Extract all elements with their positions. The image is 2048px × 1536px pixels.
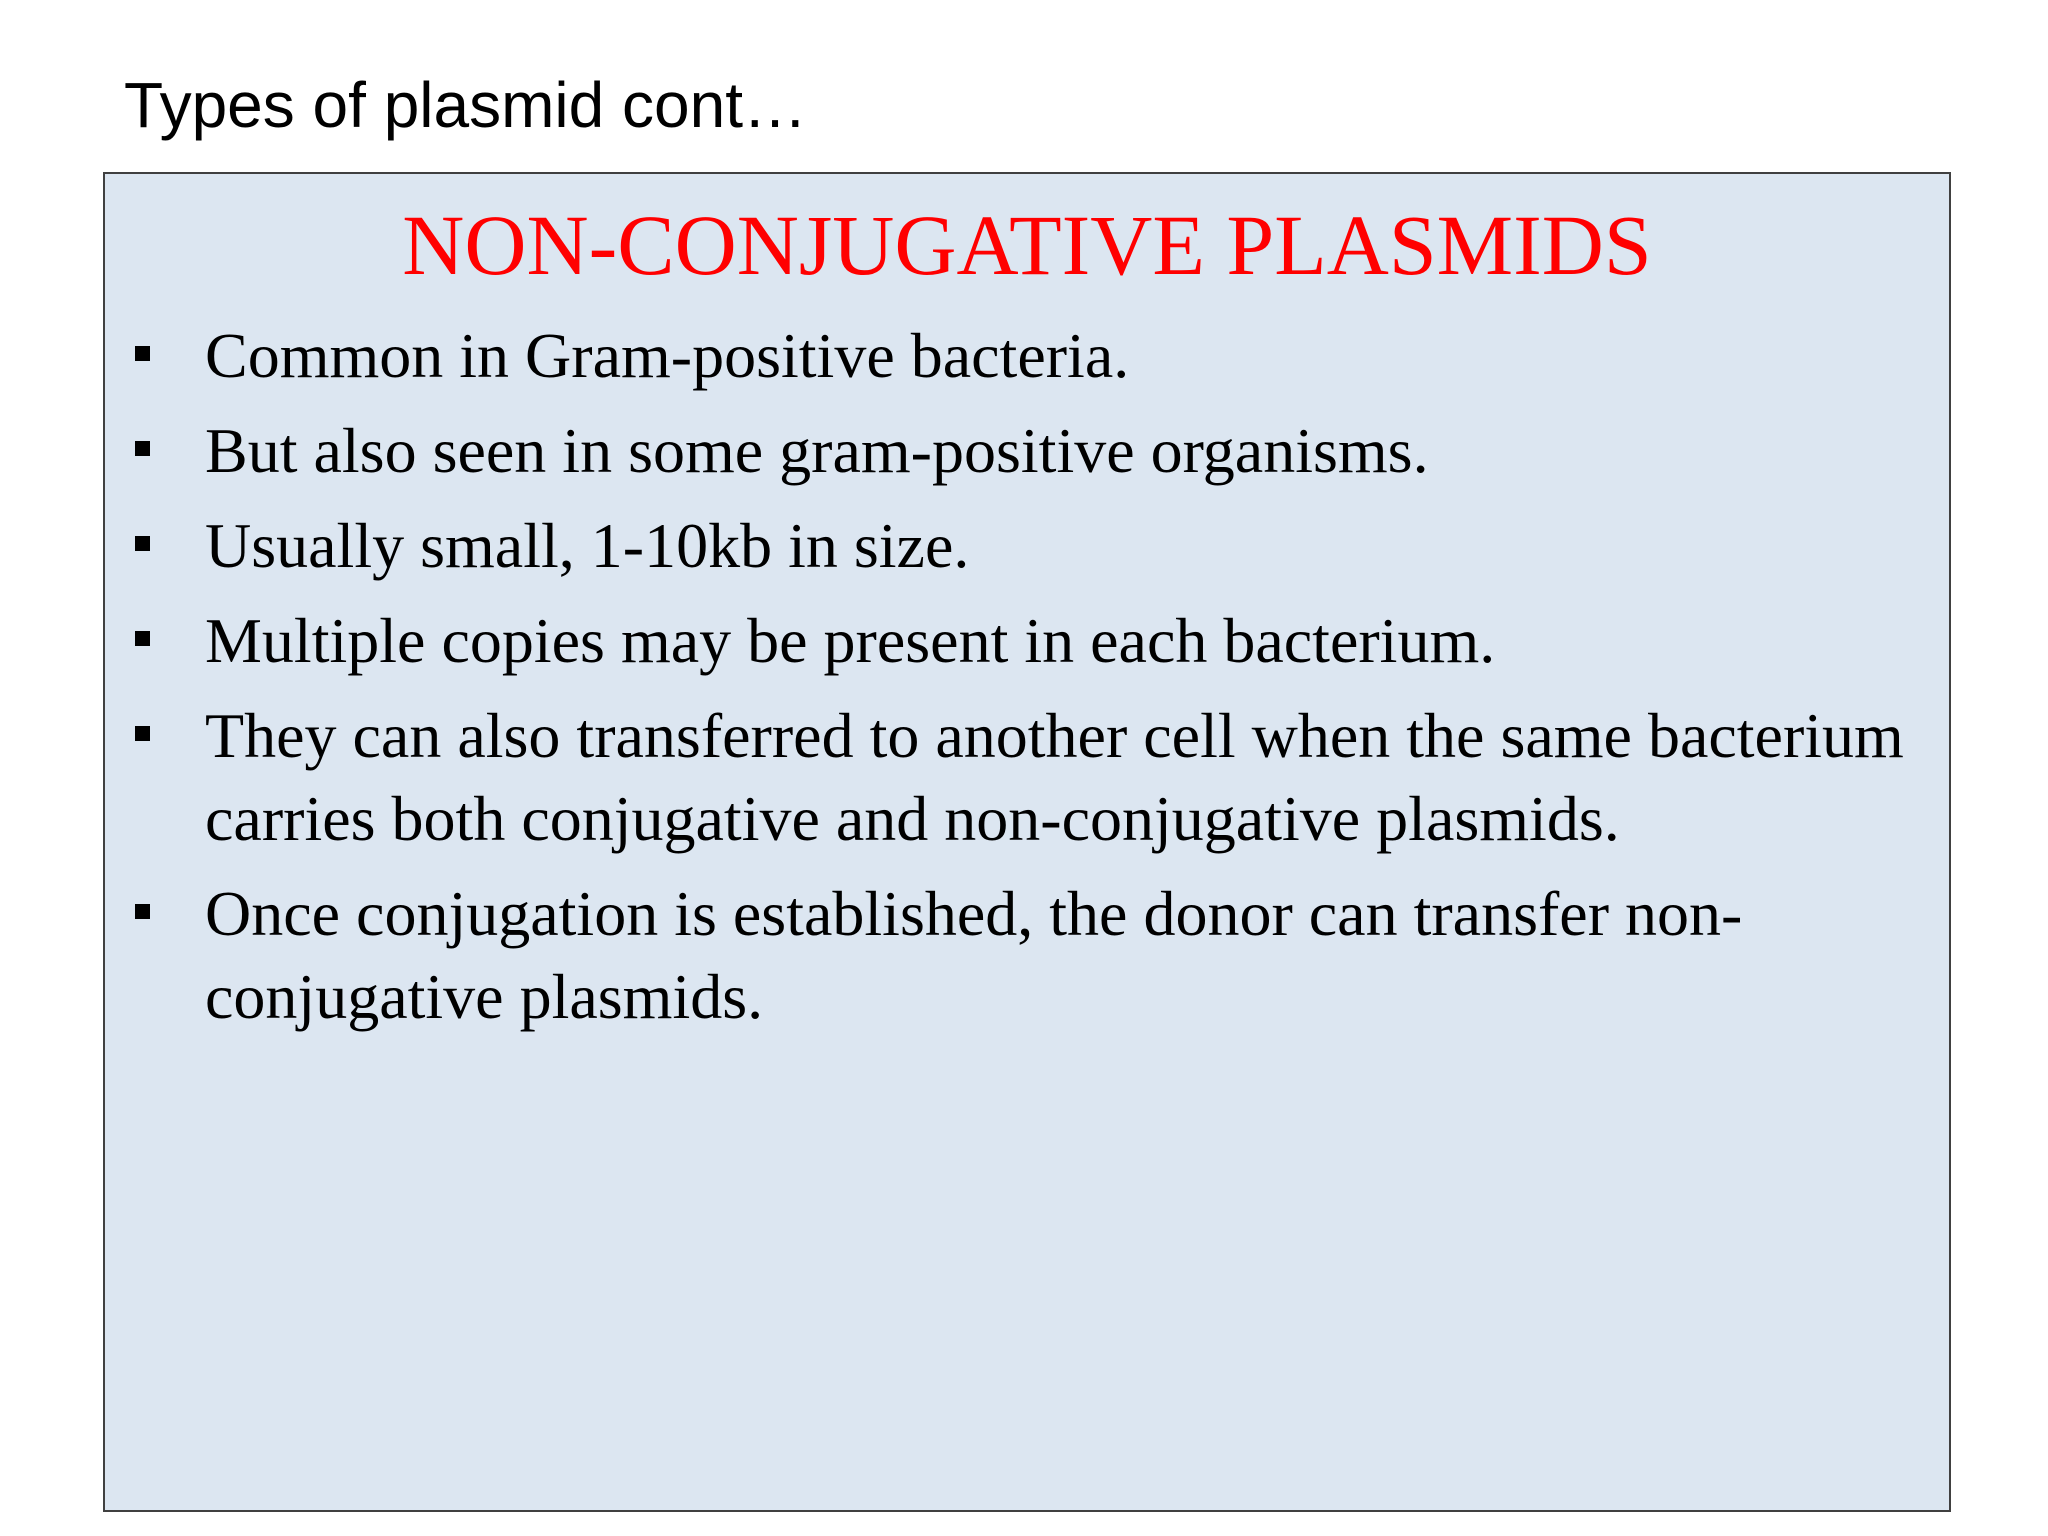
bullet-list: [129, 314, 1929, 1050]
square-bullet-icon: [135, 536, 150, 551]
list-item: [129, 872, 1929, 1038]
bullet-text: They can also transferred to another cell when the same bacterium carries both conjugative and non-conjugative plasmids.: [205, 700, 1904, 854]
square-bullet-icon: [135, 904, 150, 919]
bullet-text: Usually small, 1-10kb in size.: [205, 510, 970, 581]
content-box: [103, 172, 1951, 1512]
bullet-text: Once conjugation is established, the donor can transfer non-conjugative plasmids.: [205, 878, 1743, 1032]
box-heading: NON-CONJUGATIVE PLASMIDS: [402, 197, 1652, 293]
list-item: [129, 504, 1929, 587]
square-bullet-icon: [135, 726, 150, 741]
square-bullet-icon: [135, 346, 150, 361]
bullet-text: Multiple copies may be present in each bacterium.: [205, 605, 1496, 676]
bullet-text: But also seen in some gram-positive organisms.: [205, 415, 1429, 486]
slide-title: Types of plasmid cont…: [124, 69, 807, 141]
list-item: [129, 409, 1929, 492]
bullet-text: Common in Gram-positive bacteria.: [205, 320, 1130, 391]
square-bullet-icon: [135, 441, 150, 456]
square-bullet-icon: [135, 631, 150, 646]
list-item: [129, 599, 1929, 682]
list-item: [129, 314, 1929, 397]
list-item: [129, 694, 1929, 860]
